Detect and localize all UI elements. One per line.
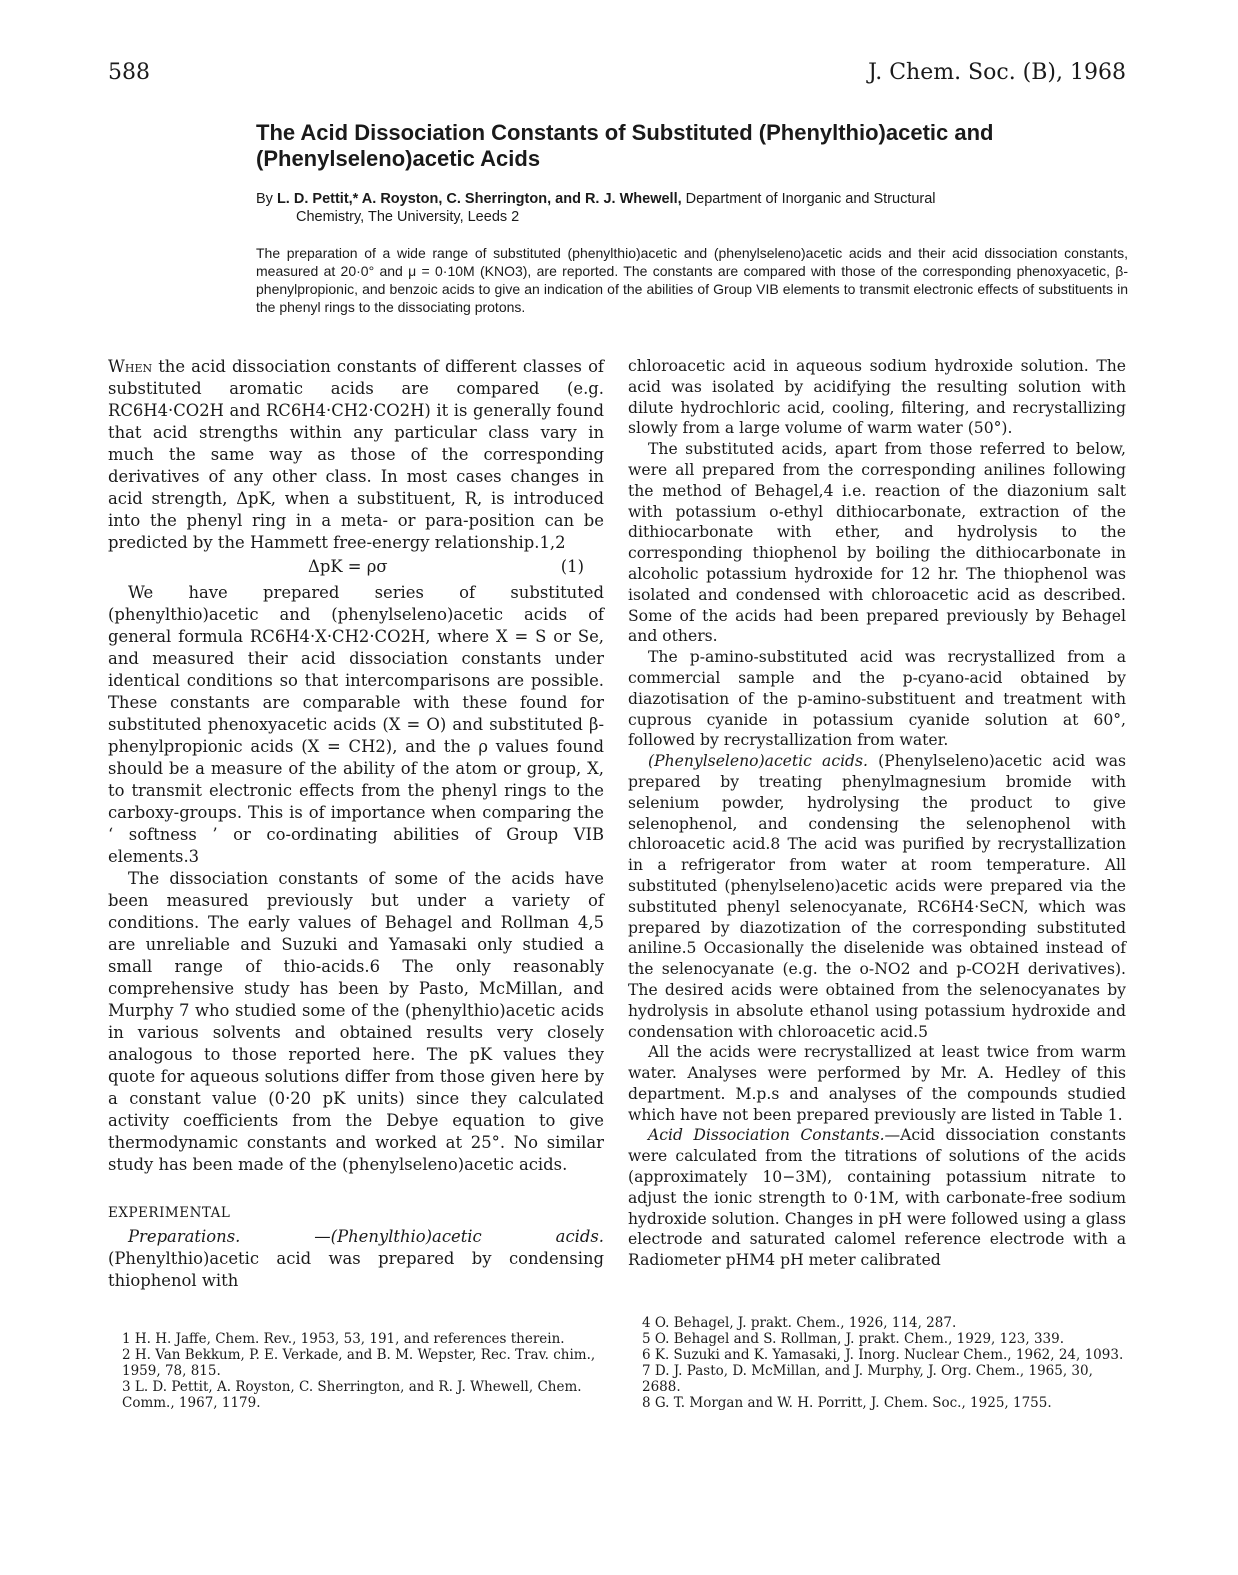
preparations-subheading: —(Phenylthio)acetic acids. xyxy=(314,1227,604,1246)
by-label: By xyxy=(256,191,273,207)
seleno-acids-heading: (Phenylseleno)acetic acids. xyxy=(648,752,869,771)
footnotes-left xyxy=(108,1331,604,1411)
equation-1 xyxy=(108,554,604,582)
abstract: The preparation of a wide range of substituted (phenylthio)acetic and (phenylseleno)acetic acids and their acid dissociation constants, measured at 20·0° and μ = 0·10M (KNO3), are reported. The constants are compared with those of the corresponding phenoxyacetic, β-phenylpropionic, and benzoic acids to give an indication of the abilities of Group VIB elements to transmit electronic effects of substituents in the phenyl rings to the dissociating protons. xyxy=(256,245,1128,315)
preparations-paragraph xyxy=(108,1226,604,1292)
intro-dropcap: When xyxy=(108,357,153,376)
right-paragraph-1: chloroacetic acid in aqueous sodium hydroxide solution. The acid was isolated by acidifying the resulting solution with dilute hydrochloric acid, cooling, filtering, and recrystallizing slowly from a large volume of warm water (50°). xyxy=(628,357,1126,438)
intro-paragraph xyxy=(108,356,604,554)
intro-text: the acid dissociation constants of different classes of substituted aromatic acids are compared (e.g. RC6H4·CO2H and RC6H4·CH2·CO2H) it is generally found that acid strengths within any particular class vary in much the same way as those of the corresponding derivatives of any other class. In most cases changes in acid strength, ΔpK, when a substituent, R, is introduced into the phenyl ring in a meta- or para-position can be predicted by the Hammett free-energy relationship.1,2 xyxy=(108,357,604,552)
journal-reference: J. Chem. Soc. (B), 1968 xyxy=(868,60,1126,85)
footnote-4: 4 O. Behagel, J. prakt. Chem., 1926, 114, 287. xyxy=(642,1315,957,1331)
paragraph-2: We have prepared series of substituted (phenylthio)acetic and (phenylseleno)acetic acids of general formula RC6H4·X·CH2·CO2H, where X = S or Se, and measured their acid dissociation constants under identical conditions so that intercomparisons are possible. These constants are comparable with these found for substituted phenoxyacetic acids (X = O) and substituted β-phenylpropionic acids (X = CH2), and the ρ values found should be a measure of the ability of the atom or group, X, to transmit electronic effects from the phenyl rings to the carboxy-groups. This is of importance when comparing the ‘ softness ’ or co-ordinating abilities of Group VIB elements.3 xyxy=(108,583,604,866)
footnote-3: 3 L. D. Pettit, A. Royston, C. Sherrington, and R. J. Whewell, Chem. Comm., 1967, 1179. xyxy=(122,1379,582,1411)
right-paragraph-3: The p-amino-substituted acid was recrystallized from a commercial sample and the p-cyano-acid obtained by diazotisation of the p-amino-substituent and treatment with cuprous cyanide in potassium cyanide solution at 60°, followed by recrystallization from water. xyxy=(628,648,1126,750)
dissociation-constants-heading: Acid Dissociation Constants. xyxy=(648,1126,885,1145)
right-paragraph-5: All the acids were recrystallized at least twice from warm water. Analyses were performed by Mr. A. Hedley of this department. M.p.s and analyses of the compounds studied which have not been prepared previously are listed in Table 1. xyxy=(628,1043,1126,1124)
footnote-6: 6 K. Suzuki and K. Yamasaki, J. Inorg. Nuclear Chem., 1962, 24, 1093. xyxy=(642,1347,1124,1363)
author-names: L. D. Pettit,* A. Royston, C. Sherrington, and R. J. Whewell, xyxy=(276,191,682,207)
preparations-text: (Phenylthio)acetic acid was prepared by condensing thiophenol with xyxy=(108,1249,604,1290)
right-paragraph-4 xyxy=(628,751,1126,1042)
footnote-7: 7 D. J. Pasto, D. McMillan, and J. Murphy, J. Org. Chem., 1965, 30, 2688. xyxy=(642,1363,1093,1395)
seleno-acids-text: (Phenylseleno)acetic acid was prepared by treating phenylmagnesium bromide with selenium powder, hydrolysing the product to give selenophenol, and condensing the selenophenol with chloroacetic acid.8 The acid was purified by recrystallization in a refrigerator from water at room temperature. All substituted (phenylseleno)acetic acids were prepared via the substituted phenyl selenocyanate, RC6H4·SeCN, which was prepared by diazotization of the corresponding substituted aniline.5 Occasionally the diselenide was obtained instead of the selenocyanate (e.g. the o-NO2 and p-CO2H derivatives). The desired acids were obtained from the selenocyanates by hydrolysis in absolute ethanol using potassium hydroxide and condensation with chloroacetic acid.5 xyxy=(628,752,1127,1041)
dissociation-constants-text: —Acid dissociation constants were calculated from the titrations of solutions of the acids (approximately 10−3M), containing potassium nitrate to adjust the ionic strength to 0·1M, with carbonate-free sodium hydroxide solution. Changes in pH were followed using a glass electrode and saturated calomel reference electrode with a Radiometer pHM4 pH meter calibrated xyxy=(628,1126,1126,1270)
experimental-heading: EXPERIMENTAL xyxy=(108,1205,231,1221)
preparations-heading: Preparations. xyxy=(128,1227,241,1246)
footnotes-right xyxy=(628,1315,1126,1411)
affiliation-line-2: Chemistry, The University, Leeds 2 xyxy=(296,209,520,225)
paragraph-3: The dissociation constants of some of the acids have been measured previously but under a variety of conditions. The early values of Behagel and Rollman 4,5 are unreliable and Suzuki and Yamasaki only studied a small range of thio-acids.6 The only reasonably comprehensive study has been by Pasto, McMillan, and Murphy 7 who studied some of the (phenylthio)acetic acids in various solvents and obtained results very closely analogous to those reported here. The pK values they quote for aqueous solutions differ from those given here by a constant value (0·20 pK units) since they calculated activity coefficients from the Debye equation to give thermodynamic constants and worked at 25°. No similar study has been made of the (phenylseleno)acetic acids. xyxy=(108,869,604,1174)
page-number: 588 xyxy=(108,60,150,85)
footnote-5: 5 O. Behagel and S. Rollman, J. prakt. Chem., 1929, 123, 339. xyxy=(642,1331,1065,1347)
equation-number: (1) xyxy=(560,557,584,576)
equation-formula: ΔpK = ρσ xyxy=(308,557,388,576)
affiliation-line-1: Department of Inorganic and Structural xyxy=(685,191,936,207)
footnote-8: 8 G. T. Morgan and W. H. Porritt, J. Chem. Soc., 1925, 1755. xyxy=(642,1395,1052,1411)
right-paragraph-6 xyxy=(628,1125,1126,1271)
article-title: The Acid Dissociation Constants of Substituted (Phenylthio)acetic and (Phenylseleno)acetic Acids xyxy=(256,120,994,171)
right-column xyxy=(628,356,1126,1271)
footnote-1: 1 H. H. Jaffe, Chem. Rev., 1953, 53, 191, and references therein. xyxy=(122,1331,565,1347)
author-block xyxy=(256,190,1136,226)
right-paragraph-2: The substituted acids, apart from those referred to below, were all prepared from the corresponding anilines following the method of Behagel,4 i.e. reaction of the diazonium salt with potassium o-ethyl dithiocarbonate, extraction of the dithiocarbonate with ether, and hydrolysis to the corresponding thiophenol by boiling the dithiocarbonate in alcoholic potassium hydroxide for 12 hr. The thiophenol was isolated and condensed with chloroacetic acid as described. Some of the acids had been prepared previously by Behagel and others. xyxy=(628,440,1126,646)
footnote-2: 2 H. Van Bekkum, P. E. Verkade, and B. M. Wepster, Rec. Trav. chim., 1959, 78, 815. xyxy=(122,1347,596,1379)
left-column xyxy=(108,356,604,1292)
